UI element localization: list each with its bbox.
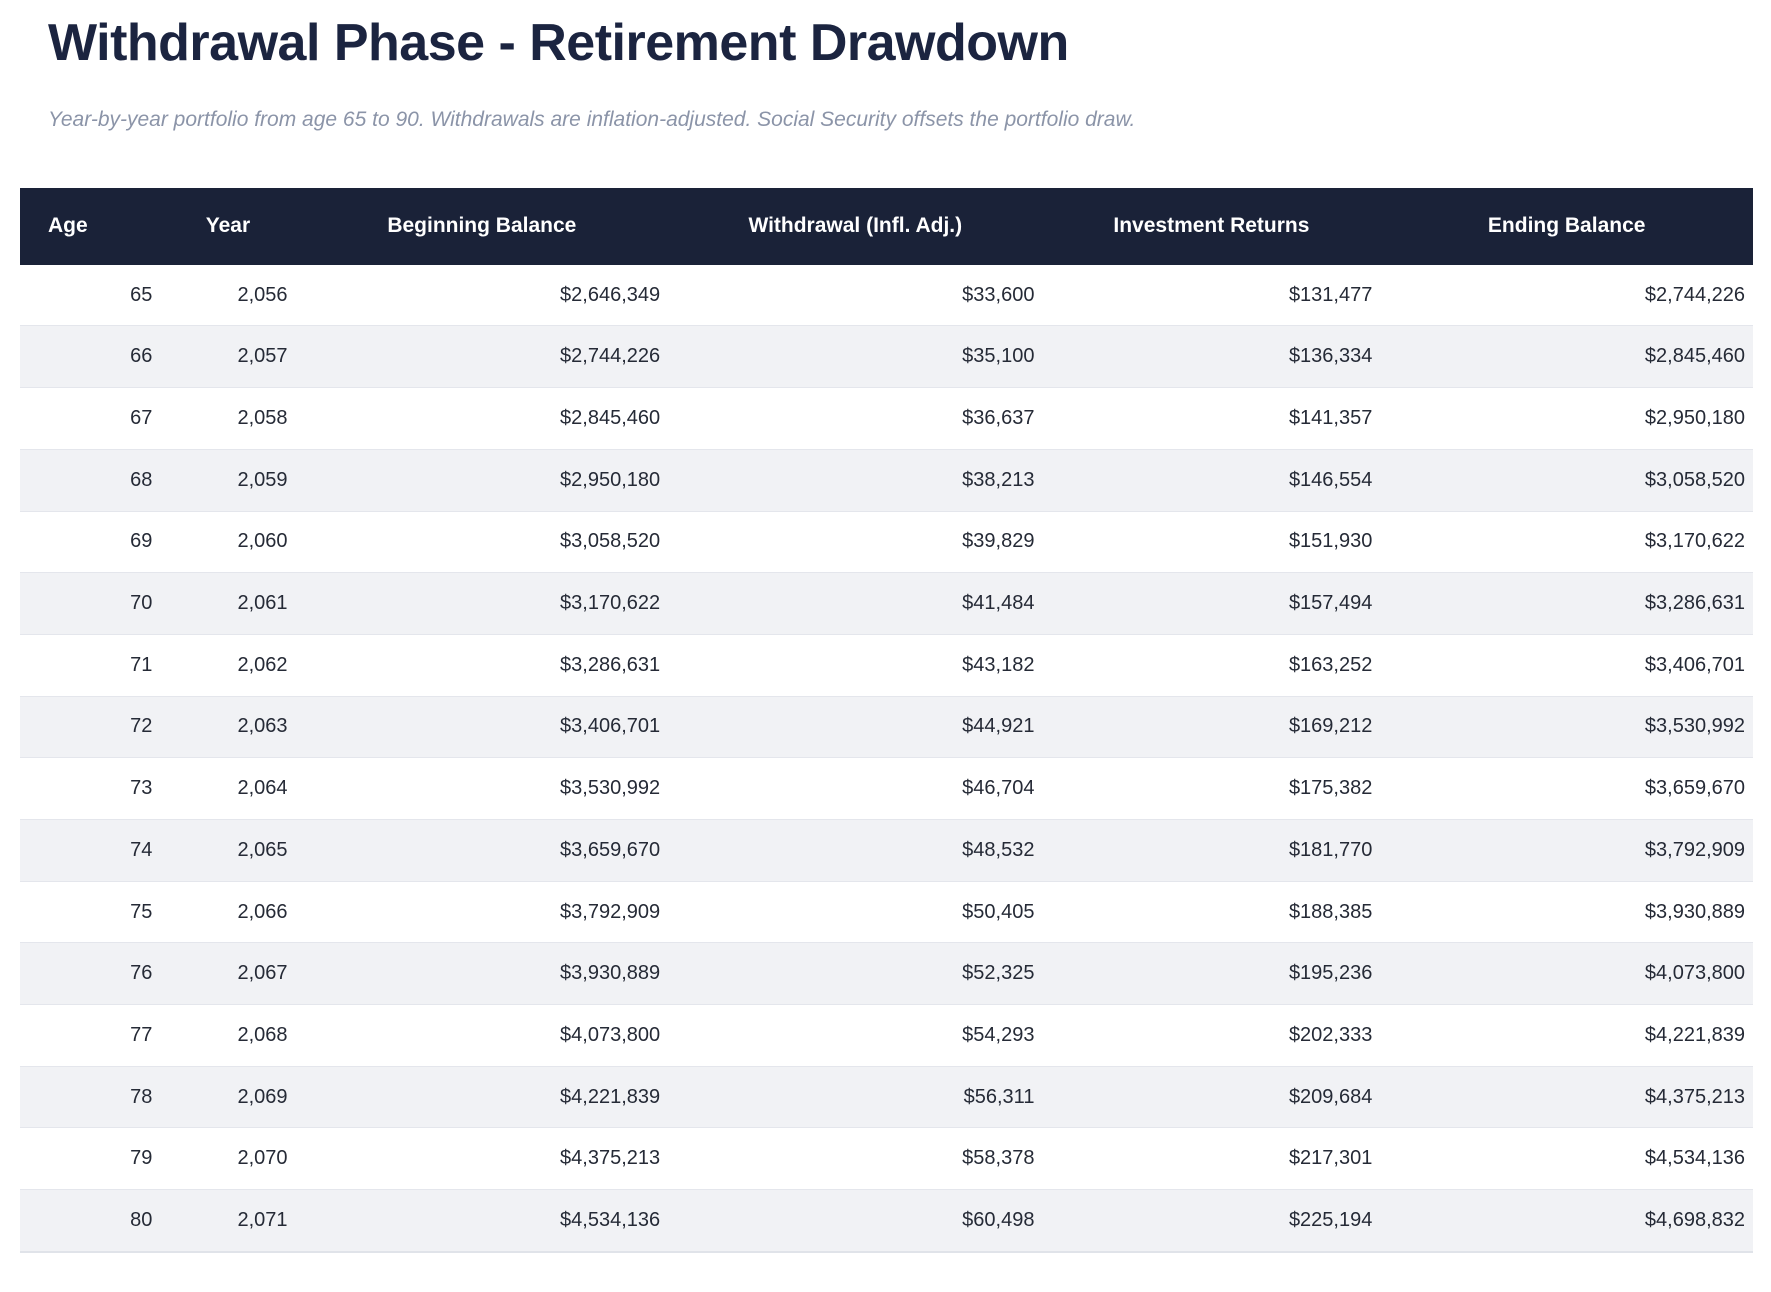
table-row xyxy=(20,326,1753,388)
cell-withdrawal: $33,600 xyxy=(668,265,1042,326)
cell-age: 68 xyxy=(20,449,160,511)
cell-ending-balance: $4,375,213 xyxy=(1380,1066,1753,1128)
drawdown-table xyxy=(20,188,1753,1253)
cell-withdrawal: $35,100 xyxy=(668,326,1042,388)
cell-age: 65 xyxy=(20,265,160,326)
cell-investment-returns: $169,212 xyxy=(1042,696,1380,758)
cell-investment-returns: $157,494 xyxy=(1042,573,1380,635)
cell-beginning-balance: $2,845,460 xyxy=(296,388,669,450)
cell-beginning-balance: $2,950,180 xyxy=(296,449,669,511)
cell-ending-balance: $3,659,670 xyxy=(1380,758,1753,820)
cell-age: 78 xyxy=(20,1066,160,1128)
cell-withdrawal: $44,921 xyxy=(668,696,1042,758)
cell-age: 72 xyxy=(20,696,160,758)
cell-beginning-balance: $4,221,839 xyxy=(296,1066,669,1128)
cell-age: 74 xyxy=(20,819,160,881)
cell-investment-returns: $146,554 xyxy=(1042,449,1380,511)
cell-investment-returns: $209,684 xyxy=(1042,1066,1380,1128)
table-row xyxy=(20,388,1753,450)
cell-beginning-balance: $2,646,349 xyxy=(296,265,669,326)
cell-ending-balance: $4,073,800 xyxy=(1380,943,1753,1005)
cell-year: 2,069 xyxy=(160,1066,295,1128)
cell-year: 2,062 xyxy=(160,634,295,696)
cell-investment-returns: $225,194 xyxy=(1042,1190,1380,1252)
cell-year: 2,059 xyxy=(160,449,295,511)
cell-withdrawal: $41,484 xyxy=(668,573,1042,635)
cell-investment-returns: $151,930 xyxy=(1042,511,1380,573)
cell-beginning-balance: $3,930,889 xyxy=(296,943,669,1005)
table-row xyxy=(20,1066,1753,1128)
cell-year: 2,058 xyxy=(160,388,295,450)
column-header-age: Age xyxy=(20,188,160,265)
cell-ending-balance: $3,792,909 xyxy=(1380,819,1753,881)
cell-investment-returns: $136,334 xyxy=(1042,326,1380,388)
table-row xyxy=(20,511,1753,573)
table-row xyxy=(20,1190,1753,1252)
column-header-ending-balance: Ending Balance xyxy=(1380,188,1753,265)
cell-beginning-balance: $4,375,213 xyxy=(296,1128,669,1190)
cell-age: 73 xyxy=(20,758,160,820)
cell-age: 76 xyxy=(20,943,160,1005)
cell-year: 2,063 xyxy=(160,696,295,758)
cell-year: 2,065 xyxy=(160,819,295,881)
cell-withdrawal: $58,378 xyxy=(668,1128,1042,1190)
column-header-withdrawal: Withdrawal (Infl. Adj.) xyxy=(668,188,1042,265)
cell-ending-balance: $3,058,520 xyxy=(1380,449,1753,511)
cell-age: 75 xyxy=(20,881,160,943)
cell-withdrawal: $52,325 xyxy=(668,943,1042,1005)
cell-year: 2,070 xyxy=(160,1128,295,1190)
table-body xyxy=(20,265,1753,1252)
cell-beginning-balance: $4,073,800 xyxy=(296,1005,669,1067)
cell-age: 70 xyxy=(20,573,160,635)
cell-withdrawal: $50,405 xyxy=(668,881,1042,943)
table-row xyxy=(20,819,1753,881)
cell-beginning-balance: $3,792,909 xyxy=(296,881,669,943)
cell-investment-returns: $141,357 xyxy=(1042,388,1380,450)
cell-withdrawal: $36,637 xyxy=(668,388,1042,450)
cell-ending-balance: $4,698,832 xyxy=(1380,1190,1753,1252)
table-row xyxy=(20,696,1753,758)
cell-ending-balance: $2,950,180 xyxy=(1380,388,1753,450)
cell-investment-returns: $131,477 xyxy=(1042,265,1380,326)
table-row xyxy=(20,449,1753,511)
table-row xyxy=(20,573,1753,635)
cell-ending-balance: $2,845,460 xyxy=(1380,326,1753,388)
cell-ending-balance: $3,530,992 xyxy=(1380,696,1753,758)
table-row xyxy=(20,881,1753,943)
cell-investment-returns: $163,252 xyxy=(1042,634,1380,696)
cell-withdrawal: $56,311 xyxy=(668,1066,1042,1128)
cell-age: 80 xyxy=(20,1190,160,1252)
table-row xyxy=(20,943,1753,1005)
cell-ending-balance: $4,534,136 xyxy=(1380,1128,1753,1190)
cell-investment-returns: $195,236 xyxy=(1042,943,1380,1005)
cell-year: 2,064 xyxy=(160,758,295,820)
table-header-row xyxy=(20,188,1753,265)
cell-withdrawal: $38,213 xyxy=(668,449,1042,511)
cell-ending-balance: $3,170,622 xyxy=(1380,511,1753,573)
cell-age: 71 xyxy=(20,634,160,696)
cell-investment-returns: $188,385 xyxy=(1042,881,1380,943)
cell-investment-returns: $202,333 xyxy=(1042,1005,1380,1067)
retirement-drawdown-page xyxy=(0,14,1771,1253)
cell-year: 2,057 xyxy=(160,326,295,388)
page-title: Withdrawal Phase - Retirement Drawdown xyxy=(48,14,1069,72)
cell-year: 2,066 xyxy=(160,881,295,943)
cell-beginning-balance: $3,286,631 xyxy=(296,634,669,696)
table-row xyxy=(20,758,1753,820)
table-row xyxy=(20,1005,1753,1067)
cell-withdrawal: $48,532 xyxy=(668,819,1042,881)
column-header-investment-returns: Investment Returns xyxy=(1042,188,1380,265)
cell-year: 2,068 xyxy=(160,1005,295,1067)
cell-beginning-balance: $4,534,136 xyxy=(296,1190,669,1252)
cell-year: 2,067 xyxy=(160,943,295,1005)
cell-age: 66 xyxy=(20,326,160,388)
cell-ending-balance: $2,744,226 xyxy=(1380,265,1753,326)
column-header-year: Year xyxy=(160,188,295,265)
cell-age: 69 xyxy=(20,511,160,573)
cell-withdrawal: $46,704 xyxy=(668,758,1042,820)
cell-year: 2,071 xyxy=(160,1190,295,1252)
cell-age: 77 xyxy=(20,1005,160,1067)
cell-year: 2,060 xyxy=(160,511,295,573)
column-header-beginning-balance: Beginning Balance xyxy=(296,188,669,265)
cell-investment-returns: $175,382 xyxy=(1042,758,1380,820)
cell-beginning-balance: $3,058,520 xyxy=(296,511,669,573)
cell-withdrawal: $39,829 xyxy=(668,511,1042,573)
cell-ending-balance: $3,406,701 xyxy=(1380,634,1753,696)
cell-withdrawal: $54,293 xyxy=(668,1005,1042,1067)
cell-year: 2,056 xyxy=(160,265,295,326)
cell-investment-returns: $217,301 xyxy=(1042,1128,1380,1190)
cell-year: 2,061 xyxy=(160,573,295,635)
table-row xyxy=(20,1128,1753,1190)
cell-ending-balance: $3,286,631 xyxy=(1380,573,1753,635)
page-subtitle: Year-by-year portfolio from age 65 to 90. Withdrawals are inflation-adjusted. Social Security offsets the portfolio draw. xyxy=(48,107,1136,131)
cell-age: 67 xyxy=(20,388,160,450)
cell-investment-returns: $181,770 xyxy=(1042,819,1380,881)
cell-beginning-balance: $3,406,701 xyxy=(296,696,669,758)
cell-beginning-balance: $3,170,622 xyxy=(296,573,669,635)
cell-beginning-balance: $3,530,992 xyxy=(296,758,669,820)
cell-beginning-balance: $3,659,670 xyxy=(296,819,669,881)
cell-beginning-balance: $2,744,226 xyxy=(296,326,669,388)
table-row xyxy=(20,265,1753,326)
cell-withdrawal: $60,498 xyxy=(668,1190,1042,1252)
table-row xyxy=(20,634,1753,696)
cell-withdrawal: $43,182 xyxy=(668,634,1042,696)
cell-ending-balance: $4,221,839 xyxy=(1380,1005,1753,1067)
cell-age: 79 xyxy=(20,1128,160,1190)
cell-ending-balance: $3,930,889 xyxy=(1380,881,1753,943)
